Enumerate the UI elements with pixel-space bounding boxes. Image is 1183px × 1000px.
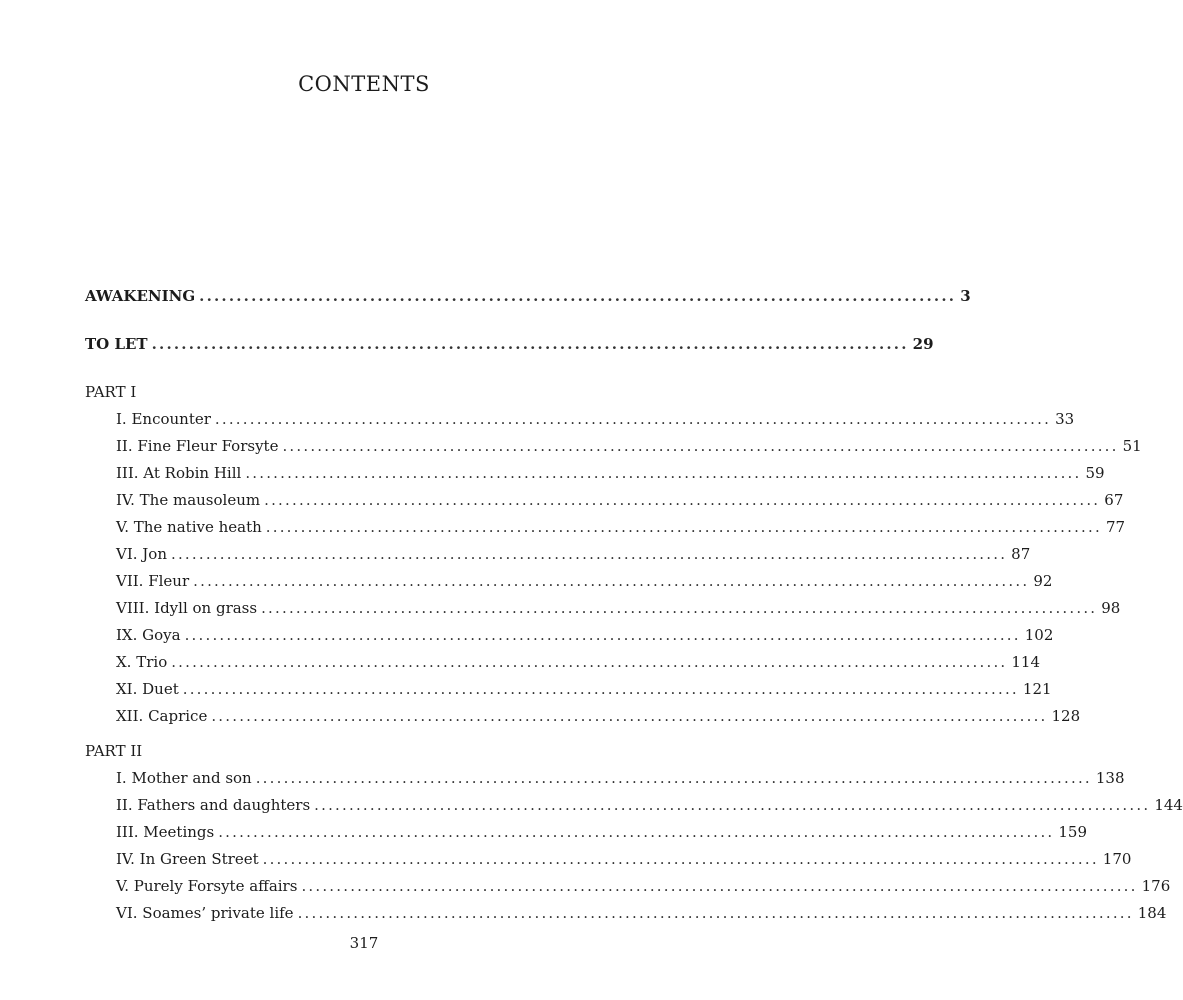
page-title: CONTENTS <box>298 72 430 96</box>
dot-leader: ........................................................................................................................ <box>301 877 1138 895</box>
toc-chapter-entry[interactable] <box>85 598 1121 625</box>
chapter-title: VIII. Idyll on grass <box>116 599 258 617</box>
dot-leader: ........................................................................................................................ <box>261 599 1098 617</box>
chapter-page: 98 <box>1101 599 1121 617</box>
dot-leader: ........................................................................................................................ <box>182 680 1019 698</box>
chapter-page: 59 <box>1085 464 1105 482</box>
dot-leader: ........................................................................................................................ <box>193 572 1030 590</box>
dot-leader: ........................................................................................................................ <box>282 437 1119 455</box>
chapter-page: 77 <box>1105 518 1126 536</box>
chapter-list <box>85 768 1183 930</box>
toc-chapter-entry[interactable] <box>85 544 1031 571</box>
chapter-title: VI. Soames’ private life <box>116 904 294 922</box>
chapter-title: VII. Fleur <box>116 572 190 590</box>
dot-leader: ........................................................................................................................ <box>184 626 1021 644</box>
chapter-page: 176 <box>1141 877 1171 895</box>
toc-chapter-entry[interactable] <box>85 436 1142 463</box>
toc-chapter-entry[interactable] <box>85 849 1132 876</box>
dot-leader: ........................................................................................................................ <box>245 464 1082 482</box>
part-heading: PART II <box>85 742 143 760</box>
chapter-title: III. At Robin Hill <box>116 464 242 482</box>
toc-chapter-entry[interactable] <box>85 571 1053 598</box>
dot-leader: ........................................................................................................................ <box>314 796 1151 814</box>
chapter-page: 159 <box>1058 823 1088 841</box>
chapter-title: V. The native heath <box>116 518 262 536</box>
toc-entry-to-let[interactable] <box>85 334 934 382</box>
chapter-title: II. Fine Fleur Forsyte <box>116 437 279 455</box>
toc-entry-awakening[interactable] <box>85 286 971 334</box>
toc-chapter-entry[interactable] <box>85 625 1054 652</box>
chapter-page: 102 <box>1024 626 1054 644</box>
chapter-page: 87 <box>1011 545 1031 563</box>
part-heading: PART I <box>85 383 137 401</box>
dot-leader: ........................................................................................................................ <box>171 545 1008 563</box>
chapter-title: V. Purely Forsyte affairs <box>116 877 298 895</box>
toc-entry-page: 3 <box>960 287 971 305</box>
chapter-title: XII. Caprice <box>116 707 208 725</box>
chapter-title: IX. Goya <box>116 626 181 644</box>
chapter-list <box>85 409 1142 733</box>
dot-leader: ...................................................................................................... <box>199 287 957 305</box>
dot-leader: ........................................................................................................................ <box>218 823 1055 841</box>
chapter-title: X. Trio <box>116 653 168 671</box>
dot-leader: ........................................................................................................................ <box>297 904 1134 922</box>
toc-chapter-entry[interactable] <box>85 876 1171 903</box>
chapter-page: 138 <box>1095 769 1125 787</box>
toc-chapter-entry[interactable] <box>85 822 1088 849</box>
chapter-page: 67 <box>1104 491 1124 509</box>
toc-chapter-entry[interactable] <box>85 903 1167 930</box>
chapter-title: I. Encounter <box>116 410 211 428</box>
toc-chapter-entry[interactable] <box>85 768 1125 795</box>
toc-chapter-entry[interactable] <box>85 517 1126 544</box>
chapter-title: VI. Jon <box>116 545 167 563</box>
chapter-title: IV. The mausoleum <box>116 491 261 509</box>
dot-leader: ........................................................................................................................ <box>262 850 1099 868</box>
dot-leader: ........................................................................................................................ <box>264 491 1101 509</box>
toc-entry-title: TO LET <box>85 335 148 353</box>
dot-leader: ........................................................................................................................ <box>214 410 1052 428</box>
chapter-page: 128 <box>1051 707 1081 725</box>
page-number: 317 <box>349 934 379 952</box>
chapter-title: II. Fathers and daughters <box>116 796 311 814</box>
toc-chapter-entry[interactable] <box>85 706 1081 733</box>
dot-leader: ........................................................................................................................ <box>265 518 1102 536</box>
dot-leader: ...................................................................................................... <box>151 335 909 353</box>
chapter-page: 33 <box>1055 410 1075 428</box>
dot-leader: ........................................................................................................................ <box>255 769 1092 787</box>
toc-chapter-entry[interactable] <box>85 490 1124 517</box>
toc-entry-page: 29 <box>912 335 934 353</box>
toc-chapter-entry[interactable] <box>85 409 1075 436</box>
chapter-title: XI. Duet <box>116 680 179 698</box>
toc-chapter-entry[interactable] <box>85 679 1052 706</box>
chapter-page: 114 <box>1011 653 1041 671</box>
chapter-page: 51 <box>1122 437 1142 455</box>
toc-entry-title: AWAKENING <box>85 287 196 305</box>
toc-chapter-entry[interactable] <box>85 463 1105 490</box>
chapter-page: 184 <box>1137 904 1167 922</box>
toc-chapter-entry[interactable] <box>85 795 1183 822</box>
dot-leader: ........................................................................................................................ <box>211 707 1048 725</box>
toc-chapter-entry[interactable] <box>85 652 1041 679</box>
chapter-page: 144 <box>1154 796 1183 814</box>
chapter-title: I. Mother and son <box>116 769 252 787</box>
table-of-contents <box>85 286 1183 930</box>
dot-leader: ........................................................................................................................ <box>171 653 1008 671</box>
chapter-page: 121 <box>1022 680 1052 698</box>
chapter-title: IV. In Green Street <box>116 850 259 868</box>
chapter-page: 92 <box>1033 572 1053 590</box>
chapter-title: III. Meetings <box>116 823 215 841</box>
chapter-page: 170 <box>1102 850 1132 868</box>
